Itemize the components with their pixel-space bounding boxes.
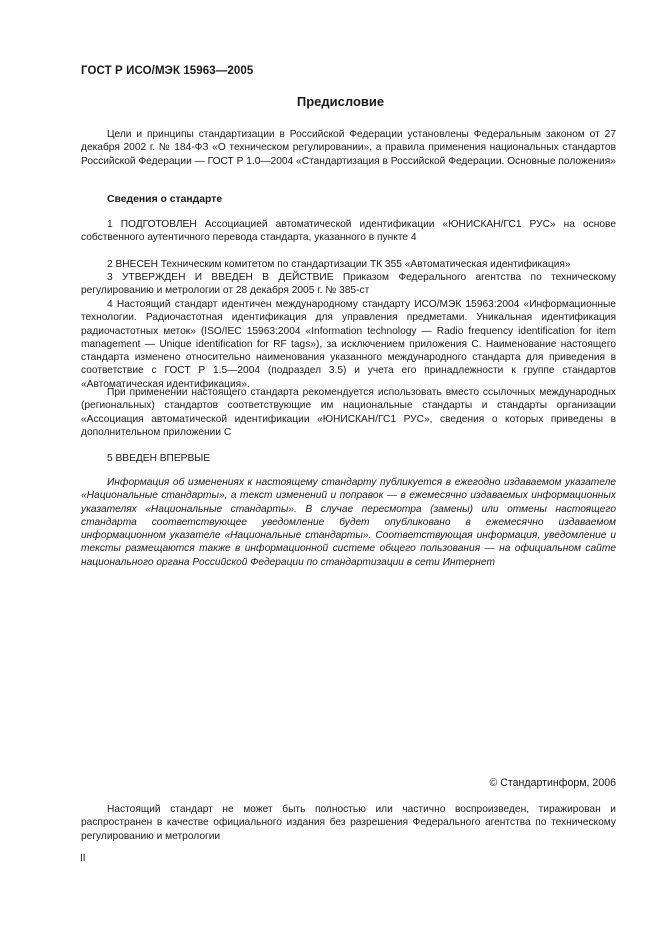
item-4-text: 4 Настоящий стандарт идентичен международному стандарту ИСО/МЭК 15963:2004 «Информационные технологии. Радиочастотная идентификация для управления предметами. Уникальная идентификация радиочастотных меток» (ISO/IEC 15963:2004 «Information technology — Radio frequency identification for item management — Unique identification for RF tags»), за исключением приложения С. Наименование настоящего стандарта изменено относительно наименования указанного международного стандарта для приведения в соответствие с ГОСТ Р 1.5—2004 (подраздел 3.5) и учета его принадлежности к группе стандартов «Автоматическая идентификация».	[81, 299, 616, 390]
item-1	[81, 218, 616, 245]
info-heading: Сведения о стандарте	[107, 194, 223, 205]
item-4-note-text: При применении настоящего стандарта рекомендуется использовать вместо ссылочных международных (региональных) стандартов соответствующие им национальные стандарты и стандарты организации «Ассоциация автоматической идентификации «ЮНИСКАН/ГС1 РУС», сведения о которых приведены в дополнительном приложении С	[81, 387, 616, 438]
page-title: Предисловие	[296, 94, 385, 109]
reproduction-notice	[81, 803, 616, 843]
document-code-header: ГОСТ Р ИСО/МЭК 15963—2005	[81, 65, 254, 77]
item-2	[81, 258, 616, 271]
copyright-notice: © Стандартинформ, 2006	[489, 777, 616, 789]
item-3-text: 3 УТВЕРЖДЕН И ВВЕДЕН В ДЕЙСТВИЕ Приказом Федерального агентства по техническому регулированию и метрологии от 28 декабря 2005 г. № 385-ст	[81, 272, 616, 297]
item-5	[81, 452, 616, 465]
item-3	[81, 271, 616, 298]
item-4-note	[81, 386, 616, 439]
intro-paragraph	[81, 128, 616, 168]
page-number: II	[80, 853, 86, 864]
item-2-text: 2 ВНЕСЕН Техническим комитетом по стандартизации ТК 355 «Автоматическая идентификация»	[107, 259, 571, 270]
item-1-text: 1 ПОДГОТОВЛЕН Ассоциацией автоматической идентификации «ЮНИСКАН/ГС1 РУС» на основе собственного аутентичного перевода стандарта, указанного в пункте 4	[81, 219, 616, 244]
item-5-text: 5 ВВЕДЕН ВПЕРВЫЕ	[107, 453, 211, 464]
intro-text: Цели и принципы стандартизации в Российской Федерации установлены Федеральным законом от 27 декабря 2002 г. № 184-ФЗ «О техническом регулировании», а правила применения национальных стандартов Российской Федерации — ГОСТ Р 1.0—2004 «Стандартизация в Российской Федерации. Основные положения»	[81, 129, 616, 167]
reproduction-text: Настоящий стандарт не может быть полностью или частично воспроизведен, тиражирован и распространен в качестве официального издания без разрешения Федерального агентства по техническому регулированию и метрологии	[81, 804, 616, 842]
change-info-paragraph	[81, 476, 616, 569]
item-4	[81, 298, 616, 391]
change-info-text: Информация об изменениях к настоящему стандарту публикуется в ежегодно издаваемом указателе «Национальные стандарты», а текст изменений и поправок — в ежемесячно издаваемых информационных указателях «Национальные стандарты». В случае пересмотра (замены) или отмены настоящего стандарта соответствующее уведомление будет опубликовано в ежемесячно издаваемом информационном указателе «Национальные стандарты». Соответствующая информация, уведомление и тексты размещаются также в информационной системе общего пользования — на официальном сайте национального органа Российской Федерации по стандартизации в сети Интернет	[81, 477, 616, 568]
